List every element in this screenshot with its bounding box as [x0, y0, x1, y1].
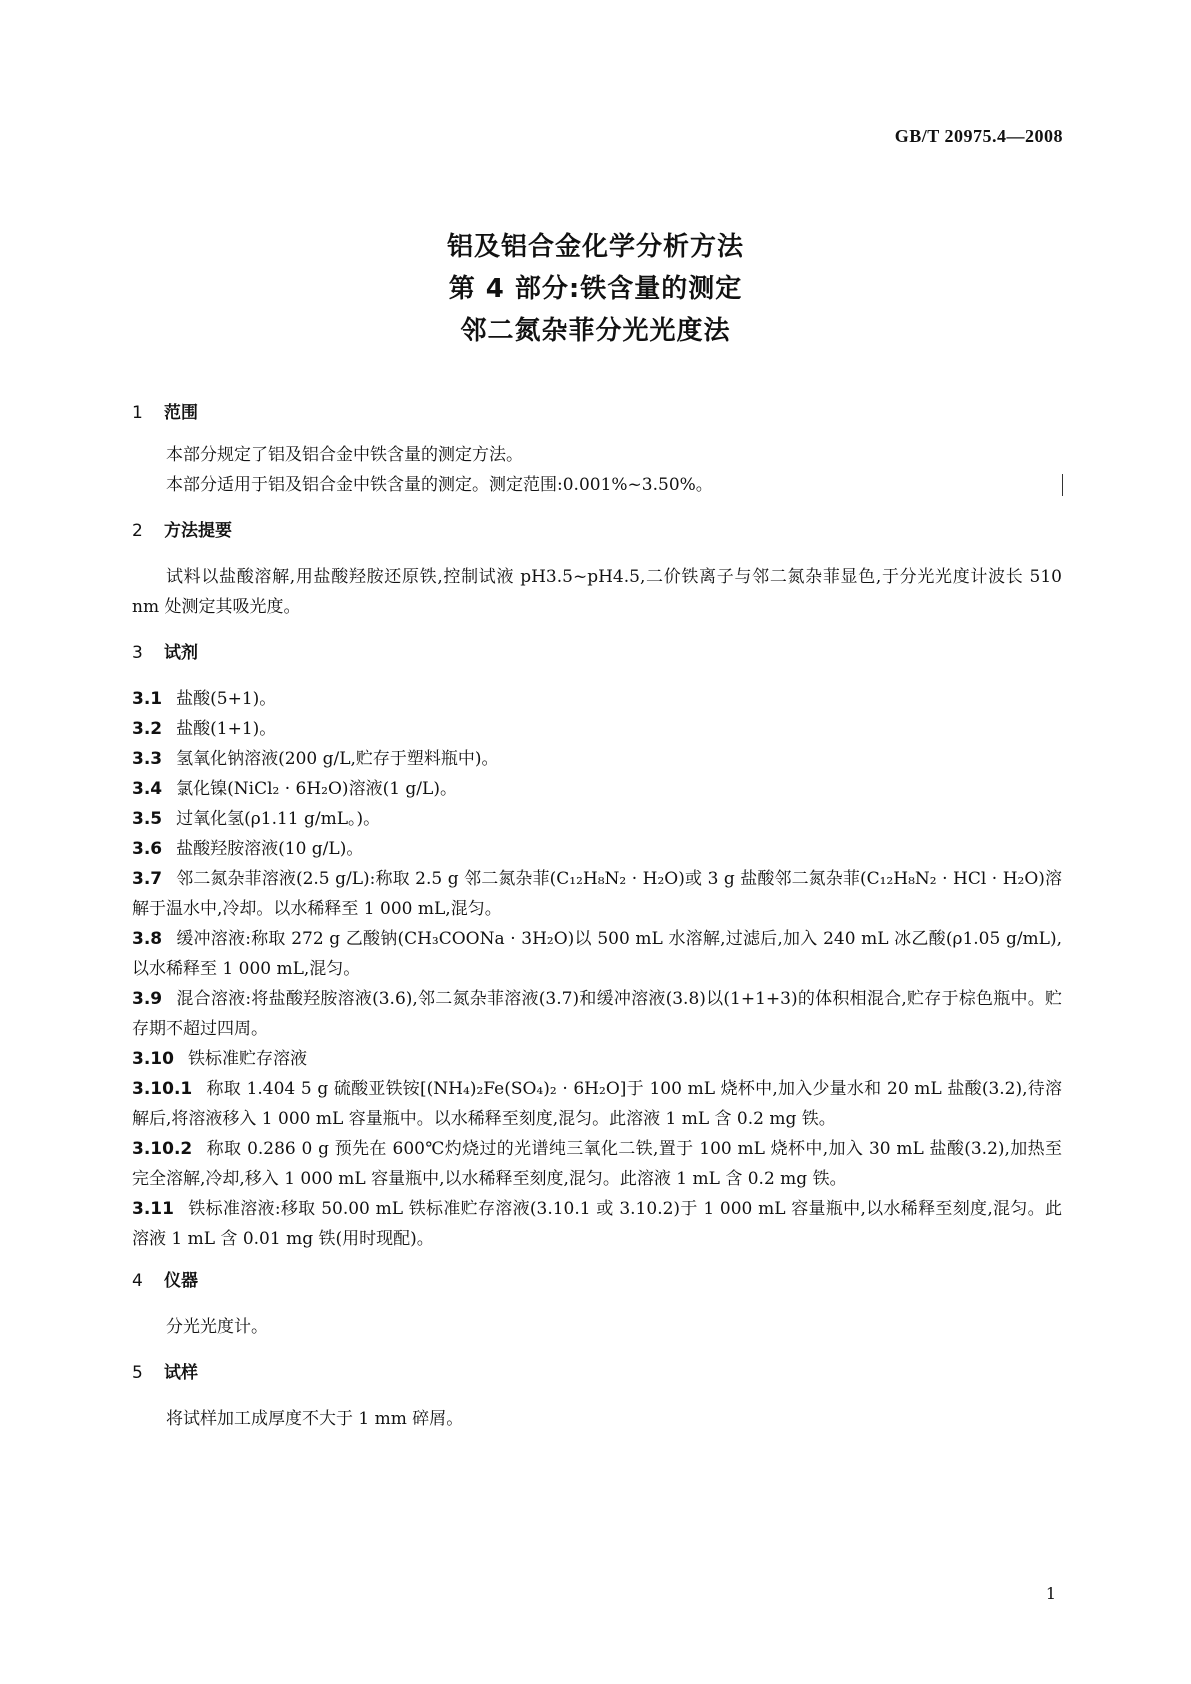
title-line-1: 铝及铝合金化学分析方法: [446, 232, 744, 262]
section-title: 方法提要: [164, 521, 232, 541]
clause-text: 缓冲溶液:称取 272 g 乙酸钠(CH₃COONa · 3H₂O)以 500 mL 水溶解,过滤后,加入 240 mL 冰乙酸(ρ1.05 g/mL),以水稀释至 1 000 mL,混匀。: [132, 929, 1062, 979]
clause-number: 3.3: [132, 749, 163, 769]
clause-number: 3.6: [132, 839, 163, 859]
clause-text: 氢氧化钠溶液(200 g/L,贮存于塑料瓶中)。: [176, 749, 499, 769]
clause-number: 3.4: [132, 779, 163, 799]
clause-3-4: [132, 774, 1062, 804]
clause-number: 3.5: [132, 809, 163, 829]
clause-number: 3.8: [132, 929, 163, 949]
clause-number: 3.9: [132, 989, 163, 1009]
section-3-heading: [132, 638, 1062, 668]
clause-number: 3.11: [132, 1199, 174, 1219]
section-1-paragraph-2: 本部分适用于铝及铝合金中铁含量的测定。测定范围:0.001%~3.50%。: [166, 475, 713, 495]
section-4-paragraph: 分光光度计。: [166, 1317, 268, 1337]
clause-text: 铁标准贮存溶液: [187, 1049, 307, 1069]
section-title: 试样: [164, 1363, 198, 1383]
clause-3-3: [132, 744, 1062, 774]
clause-number: 3.10.2: [132, 1139, 193, 1159]
section-1-paragraph-1: 本部分规定了铝及铝合金中铁含量的测定方法。: [166, 445, 523, 465]
section-number: 4: [132, 1271, 143, 1291]
clause-3-9: [132, 984, 1062, 1044]
page-number: 1: [1045, 1584, 1056, 1603]
clause-text: 称取 0.286 0 g 预先在 600℃灼烧过的光谱纯三氧化二铁,置于 100 mL 烧杯中,加入 30 mL 盐酸(3.2),加热至完全溶解,冷却,移入 1 000 mL 容量瓶中,以水稀释至刻度,混匀。此溶液 1 mL 含 0.2 mg 铁。: [132, 1139, 1062, 1189]
clause-3-10-1: [132, 1074, 1062, 1134]
clause-3-10-2: [132, 1134, 1062, 1194]
clause-text: 盐酸(1+1)。: [176, 719, 277, 739]
section-number: 2: [132, 521, 143, 541]
clause-text: 称取 1.404 5 g 硫酸亚铁铵[(NH₄)₂Fe(SO₄)₂ · 6H₂O]于 100 mL 烧杯中,加入少量水和 20 mL 盐酸(3.2),待溶解后,将溶液移入 1 000 mL 容量瓶中。以水稀释至刻度,混匀。此溶液 1 mL 含 0.2 mg 铁。: [132, 1079, 1062, 1129]
section-number: 3: [132, 643, 143, 663]
document-body: [132, 398, 1062, 1434]
section-title: 范围: [164, 403, 198, 423]
clause-text: 盐酸(5+1)。: [176, 689, 277, 709]
title-line-3: 邻二氮杂菲分光光度法: [460, 316, 731, 346]
section-title: 仪器: [164, 1271, 198, 1291]
clause-3-2: [132, 714, 1062, 744]
clause-text: 混合溶液:将盐酸羟胺溶液(3.6),邻二氮杂菲溶液(3.7)和缓冲溶液(3.8)以(1+1+3)的体积相混合,贮存于棕色瓶中。贮存期不超过四周。: [132, 989, 1062, 1039]
clause-number: 3.1: [132, 689, 163, 709]
section-number: 1: [132, 403, 143, 423]
clause-text: 铁标准溶液:移取 50.00 mL 铁标准贮存溶液(3.10.1 或 3.10.2)于 1 000 mL 容量瓶中,以水稀释至刻度,混匀。此溶液 1 mL 含 0.01 mg 铁(用时现配)。: [132, 1199, 1062, 1249]
clause-text: 盐酸羟胺溶液(10 g/L)。: [176, 839, 364, 859]
clause-number: 3.10.1: [132, 1079, 193, 1099]
title-line-2: 第 4 部分:铁含量的测定: [448, 274, 743, 304]
section-5-heading: [132, 1358, 1062, 1388]
clause-3-1: [132, 684, 1062, 714]
clause-text: 过氧化氢(ρ1.11 g/mL。)。: [176, 809, 381, 829]
section-number: 5: [132, 1363, 143, 1383]
clause-number: 3.2: [132, 719, 163, 739]
section-5-paragraph: 将试样加工成厚度不大于 1 mm 碎屑。: [166, 1409, 464, 1429]
change-bar: [1062, 474, 1063, 496]
section-1-heading: [132, 398, 1062, 428]
clause-3-6: [132, 834, 1062, 864]
clause-text: 氯化镍(NiCl₂ · 6H₂O)溶液(1 g/L)。: [176, 779, 457, 799]
section-4-heading: [132, 1266, 1062, 1296]
document-title: [0, 226, 1191, 352]
clause-3-10: [132, 1044, 1062, 1074]
clause-3-5: [132, 804, 1062, 834]
clause-number: 3.7: [132, 869, 163, 889]
clause-text: 邻二氮杂菲溶液(2.5 g/L):称取 2.5 g 邻二氮杂菲(C₁₂H₈N₂ · H₂O)或 3 g 盐酸邻二氮杂菲(C₁₂H₈N₂ · HCl · H₂O)溶解于温水中,冷却。以水稀释至 1 000 mL,混匀。: [132, 869, 1062, 919]
standard-code: GB/T 20975.4—2008: [894, 126, 1063, 146]
clause-3-8: [132, 924, 1062, 984]
section-2-paragraph: 试料以盐酸溶解,用盐酸羟胺还原铁,控制试液 pH3.5~pH4.5,二价铁离子与邻二氮杂菲显色,于分光光度计波长 510 nm 处测定其吸光度。: [132, 567, 1062, 617]
section-title: 试剂: [164, 643, 198, 663]
clause-number: 3.10: [132, 1049, 174, 1069]
clause-3-11: [132, 1194, 1062, 1254]
section-2-heading: [132, 516, 1062, 546]
clause-3-7: [132, 864, 1062, 924]
